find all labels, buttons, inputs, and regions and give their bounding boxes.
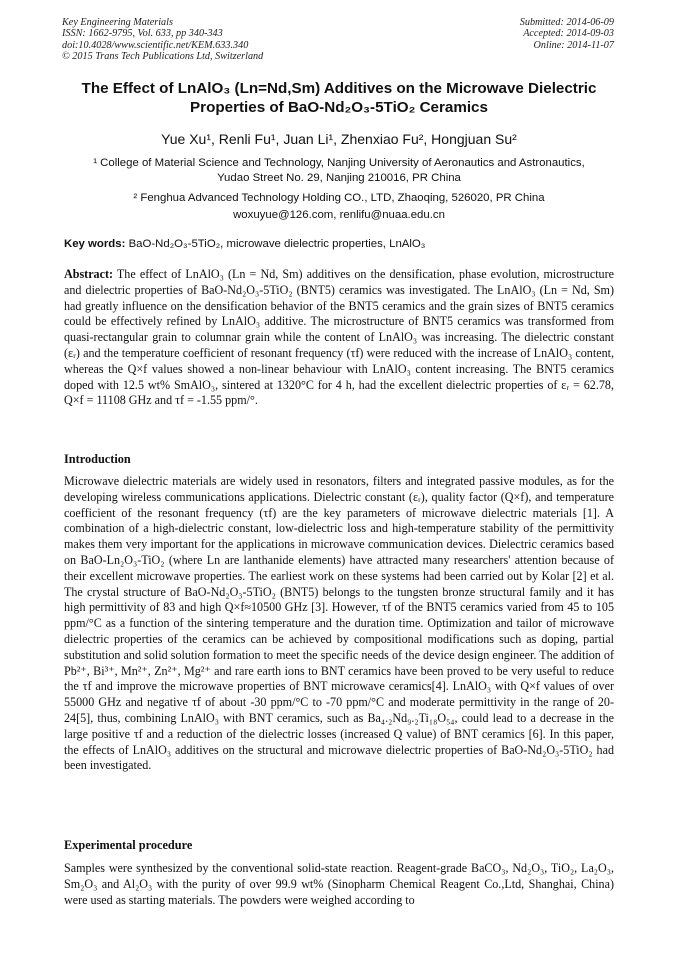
affiliation-1-line-1: ¹ College of Material Science and Technology, Nanjing University of Aeronautics and Astronautics, [93,157,585,169]
date-submitted: Submitted: 2014-06-09 [519,17,614,28]
introduction-heading: Introduction [64,452,131,466]
submission-dates [520,17,614,51]
title-line-2: Properties of BaO-Nd₂O₃-5TiO₂ Ceramics [190,99,488,116]
experimental-text: Samples were synthesized by the conventional solid-state reaction. Reagent-grade BaCO₃, Nd₂O₃, TiO₂, La₂O₃, Sm₂O₃ and Al₂O₃ with the purity of over 99.9 wt% (Sinopharm Chemical Reagent Co.,Ltd, Shanghai, China) were used as starting materials. The powders were weighed according to [64,861,614,907]
journal-info [62,17,263,63]
abstract-label: Abstract: [64,267,114,281]
keywords [64,237,614,252]
author-emails: woxuyue@126.com, renlifu@nuaa.edu.cn [233,209,445,221]
affiliation-2: ² Fenghua Advanced Technology Holding CO., LTD, Zhaoqing, 526020, PR China [133,192,545,204]
title-line-1: The Effect of LnAlO₃ (Ln=Nd,Sm) Additives on the Microwave Dielectric [81,80,597,97]
affiliation-1 [40,156,638,186]
keywords-text: BaO-Nd₂O₃-5TiO₂, microwave dielectric properties, LnAlO₃ [128,238,426,250]
affiliation-1-line-2: Yudao Street No. 29, Nanjing 210016, PR China [217,172,461,184]
abstract [64,267,614,409]
experimental-heading: Experimental procedure [64,838,193,852]
date-accepted: Accepted: 2014-09-03 [523,28,614,40]
keywords-label: Key words: [64,238,126,250]
journal-doi: doi:10.4028/www.scientific.net/KEM.633.340 [62,39,249,51]
introduction-text: Microwave dielectric materials are widely used in resonators, filters and integrated passive modules, as for the developing wireless communications applications. Dielectric constant (εᵣ), quality factor (Q×f), and temperature coefficient of the resonant frequency (τf) are the key parameters of microwave dielectric materials [1]. A combination of a high-dielectric constant, low-dielectric loss and high-temperature stability of the permittivity makes them very important for the applications in microwave communication devices. Dielectric ceramics based on BaO-Ln₂O₃-TiO₂ (where Ln are lanthanide elements) have attracted many researchers' attention because of their excellent microwave properties. The earliest work on these systems had been carried out by Kolar [2] et al. The crystal structure of BaO-Nd₂O₃-5TiO₂ (BNT5) belongs to the tungsten bronze structural family and it has high permittivity of 83 and high Q×f≈10500 GHz [3]. However, τf of the BNT5 ceramics varied from 45 to 105 ppm/°C as a function of the sintering temperature and the duration time. Optimization and tailor of microwave dielectric properties of the ceramics can be achieved by compositional modifications such as doping, partial substitution and solid solution formation to meet the specific needs of the device design engineer. The addition of Pb²⁺, Bi³⁺, Mn²⁺, Zn²⁺, Mg²⁺ and rare earth ions to BNT ceramics have been proved to be very useful to reduce the τf and improve the microwave properties of BNT microwave ceramics[4]. LnAlO₃ with Q×f values of over 55000 GHz and negative τf of about -30 ppm/°C to -70 ppm/°C and moderate permittivity in the range of 20-24[5], thus, combining LnAlO₃ with BNT ceramics, such as Ba₄.₂Nd₉.₂Ti₁₈O₅₄, could lead to a decrease in the large positive τf and a reduction of the dielectric losses (increased Q value) of BNT ceramics [6]. In this paper, the effects of LnAlO₃ additives on the structural and microwave dielectric properties of BaO-Nd₂O₃-5TiO₂ had been investigated. [64,474,614,773]
author-list: Yue Xu¹, Renli Fu¹, Juan Li¹, Zhenxiao Fu², Hongjuan Su² [161,131,517,147]
paper-title [50,79,628,117]
journal-copyright: © 2015 Trans Tech Publications Ltd, Switzerland [62,51,264,63]
date-online: Online: 2014-11-07 [533,39,614,51]
abstract-text: The effect of LnAlO₃ (Ln = Nd, Sm) additives on the densification, phase evolution, microstructure and dielectric properties of BaO-Nd₂O₃-5TiO₂ (BNT5) ceramics was investigated. The LnAlO₃ (Ln = Nd, Sm) had greatly influence on the densification behavior of the BNT5 ceramics and the grain sizes of BNT5 ceramics could be effectively refined by LnAlO₃ additive. The microstructure of BNT5 ceramics was transformed from quasi-rectangular grain to columnar grain while the content of LnAlO₃ was increasing. The dielectric constant (εᵣ) and the temperature coefficient of resonant frequency (τf) were reduced with the increase of LnAlO₃ content, whereas the Q×f values showed a non-linear behaviour with LnAlO₃ content increasing. The BNT5 ceramics doped with 12.5 wt% SmAlO₃, sintered at 1320°C for 4 h, had the excellent dielectric properties of εᵣ = 62.78, Q×f = 11108 GHz and τf = -1.55 ppm/°. [64,267,614,408]
journal-name: Key Engineering Materials [62,17,173,28]
journal-issn: ISSN: 1662-9795, Vol. 633, pp 340-343 [62,28,223,40]
